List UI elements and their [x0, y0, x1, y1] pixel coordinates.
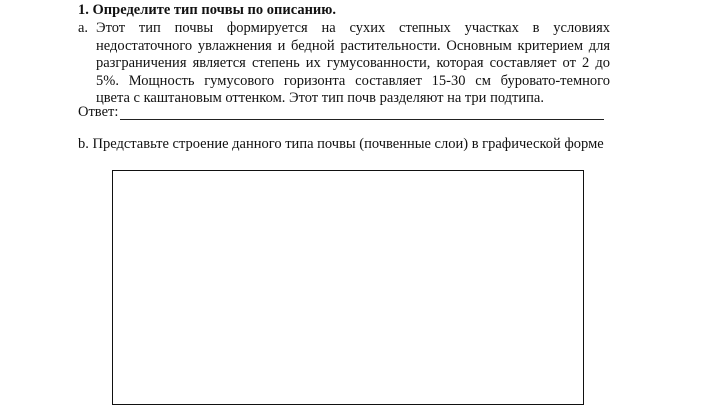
word: их [305, 55, 321, 71]
word: бедной [291, 37, 335, 54]
description-line [96, 38, 610, 56]
word: критерием [517, 37, 583, 54]
word: см [475, 72, 491, 89]
word: тип [138, 20, 161, 36]
answer-input-line[interactable] [120, 119, 604, 120]
word: которая [436, 55, 484, 71]
word: недостаточного [96, 37, 193, 54]
word: Основным [446, 37, 512, 54]
word: буровато-темного [500, 72, 610, 89]
word: для [588, 37, 610, 54]
word: гумусового [204, 72, 275, 89]
word: Этот [96, 20, 126, 36]
drawing-box[interactable] [112, 170, 584, 405]
item-a-description [96, 20, 610, 108]
word: 2 [582, 55, 590, 71]
word: 5%. [96, 72, 119, 89]
description-line [96, 20, 610, 38]
word: разграничения [96, 55, 187, 71]
word: горизонта [283, 72, 346, 89]
word: Мощность [128, 72, 195, 89]
description-line [96, 90, 610, 108]
word: растительности. [340, 37, 441, 54]
word: гумусованности, [326, 55, 431, 71]
word: и [277, 37, 286, 54]
word: почвы [174, 20, 214, 36]
sentence: цвета с каштановым оттенком. Этот тип почв разделяют на три подтипа. [96, 90, 544, 106]
item-a-label: a. [78, 20, 89, 36]
task-title: 1. Определите тип почвы по описанию. [78, 2, 336, 18]
word: до [595, 55, 610, 71]
word: условиях [553, 20, 610, 36]
item-b-instruction: b. Представьте строение данного типа почвы (почвенные слои) в графической форме [78, 136, 604, 152]
description-line [96, 73, 610, 91]
word: степень [251, 55, 300, 71]
description-line [96, 55, 610, 73]
word: формируется [226, 20, 308, 36]
word: составляет [489, 55, 557, 71]
word: сухих [349, 20, 386, 36]
word: является [192, 55, 246, 71]
word: 15-30 [431, 72, 466, 89]
word: в [532, 20, 540, 36]
word: степных [399, 20, 451, 36]
answer-label: Ответ: [78, 104, 119, 120]
word: составляет [355, 72, 422, 89]
word: увлажнения [197, 37, 272, 54]
word: на [321, 20, 336, 36]
word: участках [464, 20, 519, 36]
word: от [562, 55, 576, 71]
